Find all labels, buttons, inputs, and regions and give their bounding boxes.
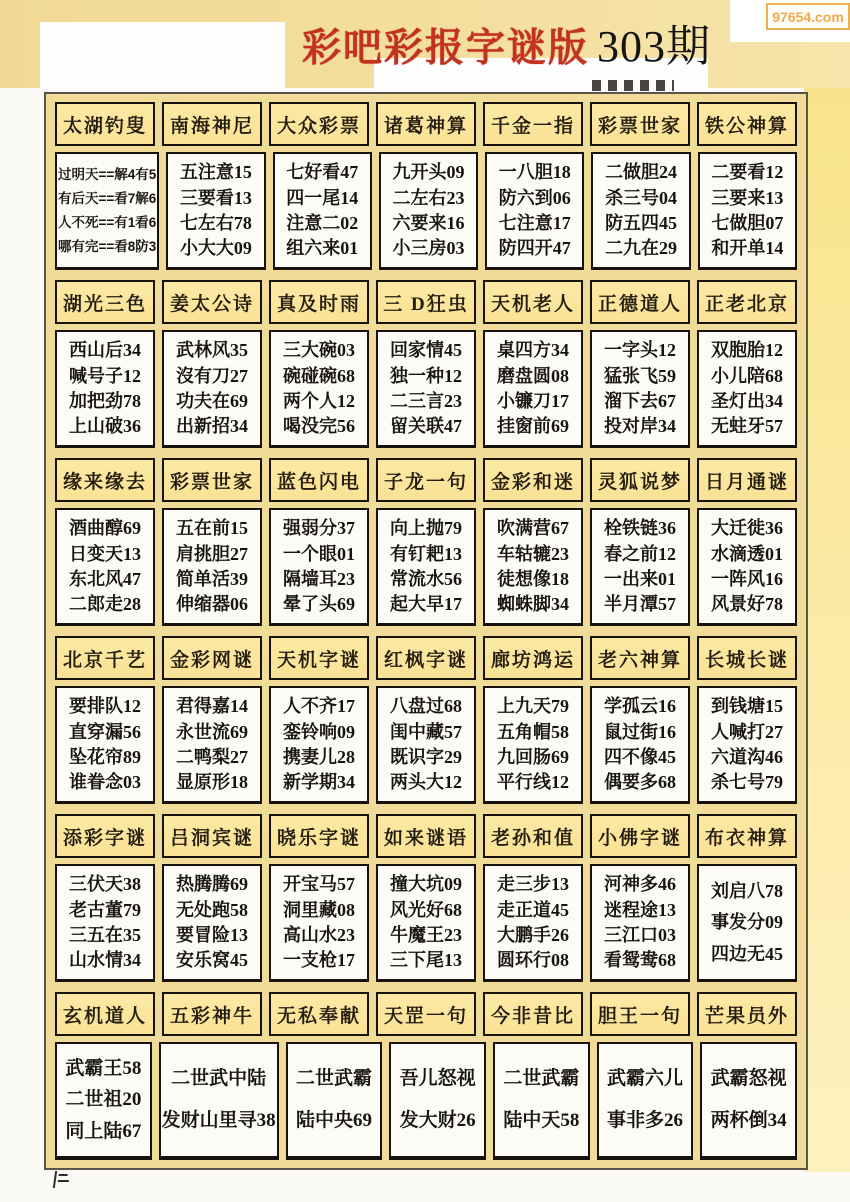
puzzle-line: 人不死==有1看6 [58, 214, 157, 230]
puzzle-line: 留关联47 [390, 415, 462, 436]
column-header: 子龙一句 [376, 458, 476, 502]
column-header: 如来谜语 [376, 814, 476, 858]
content-row [55, 686, 797, 804]
puzzle-line: 小镰刀17 [497, 390, 569, 411]
puzzle-line: 显原形18 [176, 771, 248, 792]
puzzle-line: 二世武霸 [503, 1068, 580, 1090]
puzzle-line: 二世祖20 [65, 1089, 142, 1111]
header-row [55, 992, 797, 1036]
puzzle-line: 武林风35 [176, 340, 248, 361]
puzzle-line: 一出来01 [604, 568, 676, 589]
puzzle-line: 人喊打27 [711, 721, 783, 742]
puzzle-line: 有后天==看7解6 [58, 190, 157, 206]
puzzle-line: 无蛀牙57 [711, 415, 783, 436]
puzzle-cell [269, 508, 369, 626]
puzzle-cell [597, 1042, 694, 1160]
puzzle-line: 强弱分37 [283, 518, 355, 539]
puzzle-line: 事非多26 [606, 1110, 683, 1132]
board-section [55, 102, 797, 270]
puzzle-line: 二左右23 [392, 187, 465, 208]
puzzle-line: 日变天13 [69, 543, 141, 564]
puzzle-cell [55, 330, 155, 448]
puzzle-line: 投对岸34 [604, 415, 676, 436]
puzzle-line: 人不齐17 [283, 696, 355, 717]
column-header: 五彩神牛 [162, 992, 262, 1036]
puzzle-cell [483, 864, 583, 982]
puzzle-line: 防四开47 [498, 237, 571, 258]
puzzle-line: 陆中央69 [296, 1110, 373, 1132]
puzzle-line: 九回肠69 [497, 746, 569, 767]
puzzle-line: 徒想像18 [497, 568, 569, 589]
column-header: 正老北京 [697, 280, 797, 324]
column-header: 老六神算 [590, 636, 690, 680]
puzzle-line: 磨盘圆08 [497, 365, 569, 386]
puzzle-line: 蜘蛛脚34 [497, 593, 569, 614]
puzzle-line: 吾儿怒视 [399, 1068, 476, 1090]
puzzle-line: 偶要多68 [604, 771, 676, 792]
puzzle-line: 直穿漏56 [69, 721, 141, 742]
puzzle-line: 刘启八78 [711, 880, 783, 901]
puzzle-line: 五在前15 [176, 518, 248, 539]
puzzle-line: 发大财26 [399, 1110, 476, 1132]
puzzle-line: 两杯倒34 [710, 1110, 787, 1132]
puzzle-line: 上山破36 [69, 415, 141, 436]
puzzle-line: 圣灯出34 [711, 390, 783, 411]
column-header: 千金一指 [483, 102, 583, 146]
puzzle-line: 春之前12 [604, 543, 676, 564]
board-section [55, 636, 797, 804]
puzzle-line: 迷程途13 [604, 899, 676, 920]
puzzle-line: 携妻儿28 [283, 746, 355, 767]
puzzle-cell [698, 152, 797, 270]
puzzle-cell [162, 864, 262, 982]
puzzle-line: 开宝马57 [283, 874, 355, 895]
puzzle-line: 栓铁链36 [604, 518, 676, 539]
puzzle-line: 八盘过68 [390, 696, 462, 717]
puzzle-line: 伸缩器06 [176, 593, 248, 614]
puzzle-line: 两个人12 [283, 390, 355, 411]
puzzle-line: 到钱塘15 [711, 696, 783, 717]
puzzle-cell [269, 686, 369, 804]
puzzle-cell [697, 508, 797, 626]
puzzle-line: 有钉耙13 [390, 543, 462, 564]
puzzle-line: 双胞胎12 [711, 340, 783, 361]
puzzle-cell [590, 864, 690, 982]
puzzle-cell [485, 152, 584, 270]
board-section [55, 814, 797, 982]
header-row [55, 636, 797, 680]
puzzle-line: 出新招34 [176, 415, 248, 436]
column-header: 无私奉献 [269, 992, 369, 1036]
puzzle-cell [483, 686, 583, 804]
column-header: 芒果员外 [697, 992, 797, 1036]
header-row [55, 102, 797, 146]
page-title [302, 10, 711, 74]
puzzle-line: 坠花帘89 [69, 746, 141, 767]
puzzle-line: 热腾腾69 [176, 874, 248, 895]
content-row [55, 152, 797, 270]
column-header: 廊坊鸿运 [483, 636, 583, 680]
puzzle-line: 高山水23 [283, 924, 355, 945]
puzzle-line: 猛张飞59 [604, 365, 676, 386]
puzzle-line: 事发分09 [711, 912, 783, 933]
puzzle-line: 小儿陪68 [711, 365, 783, 386]
puzzle-line: 陆中天58 [503, 1110, 580, 1132]
puzzle-cell [590, 686, 690, 804]
puzzle-cell [159, 1042, 279, 1160]
puzzle-line: 回家情45 [390, 340, 462, 361]
puzzle-line: 要冒险13 [176, 924, 248, 945]
white-cover-box-left [40, 22, 285, 88]
puzzle-line: 鼠过街16 [604, 721, 676, 742]
page-title-text: 彩吧彩报字谜版 [302, 27, 590, 70]
puzzle-line: 牛魔王23 [390, 924, 462, 945]
column-header: 天机老人 [483, 280, 583, 324]
puzzle-line: 圆环行08 [497, 949, 569, 970]
column-header: 今非昔比 [483, 992, 583, 1036]
puzzle-cell [162, 508, 262, 626]
puzzle-line: 走三步13 [497, 874, 569, 895]
column-header: 彩票世家 [590, 102, 690, 146]
column-header: 大众彩票 [269, 102, 369, 146]
column-header: 缘来缘去 [55, 458, 155, 502]
puzzle-cell [697, 686, 797, 804]
puzzle-line: 一阵风16 [711, 568, 783, 589]
puzzle-line: 四一尾14 [286, 187, 359, 208]
puzzle-line: 一字头12 [604, 340, 676, 361]
puzzle-line: 武霸怒视 [710, 1068, 787, 1090]
right-margin-strip [804, 88, 850, 1172]
puzzle-line: 碗碰碗68 [283, 365, 355, 386]
puzzle-line: 三五在35 [69, 924, 141, 945]
puzzle-line: 六要来16 [392, 212, 465, 233]
puzzle-line: 大鹏手26 [497, 924, 569, 945]
column-header: 蓝色闪电 [269, 458, 369, 502]
column-header: 晓乐字谜 [269, 814, 369, 858]
puzzle-line: 功夫在69 [176, 390, 248, 411]
board-section [55, 280, 797, 448]
puzzle-line: 组六来01 [286, 237, 359, 258]
column-header: 小佛字谜 [590, 814, 690, 858]
column-header: 北京千艺 [55, 636, 155, 680]
puzzle-line: 七好看47 [286, 162, 359, 183]
puzzle-line: 二三言23 [390, 390, 462, 411]
puzzle-cell [55, 686, 155, 804]
puzzle-line: 向上抛79 [390, 518, 462, 539]
puzzle-cell [483, 508, 583, 626]
puzzle-line: 防五四45 [605, 212, 678, 233]
clipped-text-fragment [592, 80, 674, 91]
puzzle-line: 肩挑胆27 [176, 543, 248, 564]
puzzle-line: 独一种12 [390, 365, 462, 386]
puzzle-cell [376, 864, 476, 982]
puzzle-line: 起大早17 [390, 593, 462, 614]
puzzle-line: 小三房03 [392, 237, 465, 258]
puzzle-line: 闺中藏57 [390, 721, 462, 742]
puzzle-line: 西山后34 [69, 340, 141, 361]
clipped-glyph-fragment [53, 1171, 70, 1188]
puzzle-cell [166, 152, 265, 270]
puzzle-line: 酒曲醇69 [69, 518, 141, 539]
puzzle-line: 过明天==解4有5 [58, 166, 157, 182]
puzzle-line: 发财山里寻38 [161, 1110, 276, 1132]
column-header: 金彩网谜 [162, 636, 262, 680]
puzzle-cell [376, 330, 476, 448]
puzzle-line: 上九天79 [497, 696, 569, 717]
puzzle-cell [269, 330, 369, 448]
puzzle-line: 哪有完==看8防3 [58, 238, 157, 254]
column-header: 正德道人 [590, 280, 690, 324]
puzzle-cell [55, 152, 159, 270]
puzzle-line: 小大大09 [179, 237, 252, 258]
column-header: 三 D狂虫 [376, 280, 476, 324]
puzzle-cell [483, 330, 583, 448]
puzzle-line: 永世流69 [176, 721, 248, 742]
column-header: 诸葛神算 [376, 102, 476, 146]
puzzle-line: 二鸭梨27 [176, 746, 248, 767]
puzzle-line: 喝没完56 [283, 415, 355, 436]
column-header: 吕洞宾谜 [162, 814, 262, 858]
puzzle-line: 七做胆07 [711, 212, 784, 233]
puzzle-cell [590, 330, 690, 448]
column-header: 老孙和值 [483, 814, 583, 858]
puzzle-cell [273, 152, 372, 270]
column-header: 灵狐说梦 [590, 458, 690, 502]
puzzle-line: 桌四方34 [497, 340, 569, 361]
puzzle-line: 洞里藏08 [283, 899, 355, 920]
board-section [55, 992, 797, 1160]
header-row [55, 458, 797, 502]
puzzle-line: 安乐窝45 [176, 949, 248, 970]
puzzle-line: 武霸王58 [65, 1057, 142, 1079]
puzzle-line: 风光好68 [390, 899, 462, 920]
issue-number: 303期 [597, 22, 712, 71]
column-header: 太湖钓叟 [55, 102, 155, 146]
puzzle-cell [590, 508, 690, 626]
puzzle-line: 一个眼01 [283, 543, 355, 564]
puzzle-line: 隔墙耳23 [283, 568, 355, 589]
column-header: 玄机道人 [55, 992, 155, 1036]
puzzle-line: 撞大坑09 [390, 874, 462, 895]
puzzle-line: 二要看12 [711, 162, 784, 183]
puzzle-cell [697, 330, 797, 448]
puzzle-line: 銮铃响09 [283, 721, 355, 742]
puzzle-line: 三要看13 [179, 187, 252, 208]
puzzle-line: 半月潭57 [604, 593, 676, 614]
header-row [55, 280, 797, 324]
puzzle-line: 七注意17 [498, 212, 571, 233]
puzzle-line: 同上陆67 [65, 1120, 142, 1142]
puzzle-line: 加把劲78 [69, 390, 141, 411]
column-header: 长城长谜 [697, 636, 797, 680]
puzzle-cell [55, 1042, 152, 1160]
puzzle-line: 二世武中陆 [171, 1068, 267, 1090]
puzzle-line: 一支枪17 [283, 949, 355, 970]
puzzle-cell [379, 152, 478, 270]
puzzle-line: 二世武霸 [296, 1068, 373, 1090]
column-header: 添彩字谜 [55, 814, 155, 858]
header-row [55, 814, 797, 858]
puzzle-line: 和开单14 [711, 237, 784, 258]
puzzle-line: 四不像45 [604, 746, 676, 767]
puzzle-line: 车轱辘23 [497, 543, 569, 564]
content-row [55, 330, 797, 448]
puzzle-line: 晕了头69 [283, 593, 355, 614]
puzzle-line: 无处跑58 [176, 899, 248, 920]
puzzle-cell [697, 864, 797, 982]
column-header: 天机字谜 [269, 636, 369, 680]
column-header: 南海神尼 [162, 102, 262, 146]
puzzle-line: 常流水56 [390, 568, 462, 589]
puzzle-line: 既识字29 [390, 746, 462, 767]
puzzle-line: 四边无45 [711, 943, 783, 964]
puzzle-line: 挂窗前69 [497, 415, 569, 436]
puzzle-cell [55, 508, 155, 626]
puzzle-line: 注意二02 [286, 212, 359, 233]
puzzle-line: 九开头09 [392, 162, 465, 183]
puzzle-line: 东北风47 [69, 568, 141, 589]
puzzle-line: 风景好78 [711, 593, 783, 614]
puzzle-cell [162, 686, 262, 804]
column-header: 红枫字谜 [376, 636, 476, 680]
puzzle-cell [286, 1042, 383, 1160]
puzzle-line: 谁眷念03 [69, 771, 141, 792]
puzzle-line: 二九在29 [605, 237, 678, 258]
puzzle-line: 水滴透01 [711, 543, 783, 564]
site-watermark [766, 3, 850, 30]
puzzle-line: 六道沟46 [711, 746, 783, 767]
puzzle-line: 五角帽58 [497, 721, 569, 742]
puzzle-cell [591, 152, 690, 270]
puzzle-line: 山水情34 [69, 949, 141, 970]
puzzle-line: 走正道45 [497, 899, 569, 920]
column-header: 湖光三色 [55, 280, 155, 324]
puzzle-line: 武霸六儿 [606, 1068, 683, 1090]
board-section [55, 458, 797, 626]
column-header: 真及时雨 [269, 280, 369, 324]
content-row [55, 1042, 797, 1160]
puzzle-line: 防六到06 [498, 187, 571, 208]
puzzle-cell [162, 330, 262, 448]
puzzle-line: 沒有刀27 [176, 365, 248, 386]
puzzle-grid-table [44, 92, 808, 1170]
puzzle-line: 三伏天38 [69, 874, 141, 895]
column-header: 铁公神算 [697, 102, 797, 146]
puzzle-line: 二做胆24 [605, 162, 678, 183]
puzzle-line: 二郎走28 [69, 593, 141, 614]
puzzle-line: 简单活39 [176, 568, 248, 589]
puzzle-line: 三大碗03 [283, 340, 355, 361]
puzzle-line: 溜下去67 [604, 390, 676, 411]
puzzle-line: 七左右78 [179, 212, 252, 233]
puzzle-cell [376, 686, 476, 804]
puzzle-line: 五注意15 [179, 162, 252, 183]
puzzle-line: 要排队12 [69, 696, 141, 717]
content-row [55, 508, 797, 626]
puzzle-cell [700, 1042, 797, 1160]
puzzle-line: 平行线12 [497, 771, 569, 792]
puzzle-line: 两头大12 [390, 771, 462, 792]
content-row [55, 864, 797, 982]
puzzle-line: 喊号子12 [69, 365, 141, 386]
puzzle-line: 君得嘉14 [176, 696, 248, 717]
column-header: 金彩和迷 [483, 458, 583, 502]
puzzle-line: 吹满营67 [497, 518, 569, 539]
column-header: 姜太公诗 [162, 280, 262, 324]
puzzle-line: 杀七号79 [711, 771, 783, 792]
puzzle-line: 大迁徙36 [711, 518, 783, 539]
puzzle-line: 三江口03 [604, 924, 676, 945]
column-header: 彩票世家 [162, 458, 262, 502]
puzzle-line: 新学期34 [283, 771, 355, 792]
puzzle-line: 河神多46 [604, 874, 676, 895]
puzzle-cell [376, 508, 476, 626]
puzzle-line: 看鸳鸯68 [604, 949, 676, 970]
puzzle-line: 杀三号04 [605, 187, 678, 208]
column-header: 天罡一句 [376, 992, 476, 1036]
site-watermark-text: 97654.com [772, 8, 844, 25]
column-header: 日月通谜 [697, 458, 797, 502]
puzzle-cell [269, 864, 369, 982]
column-header: 胆王一句 [590, 992, 690, 1036]
puzzle-cell [493, 1042, 590, 1160]
puzzle-line: 学孤云16 [604, 696, 676, 717]
puzzle-line: 老古董79 [69, 899, 141, 920]
puzzle-line: 三下尾13 [390, 949, 462, 970]
column-header: 布衣神算 [697, 814, 797, 858]
puzzle-cell [389, 1042, 486, 1160]
puzzle-line: 三要来13 [711, 187, 784, 208]
puzzle-cell [55, 864, 155, 982]
puzzle-line: 一八胆18 [498, 162, 571, 183]
